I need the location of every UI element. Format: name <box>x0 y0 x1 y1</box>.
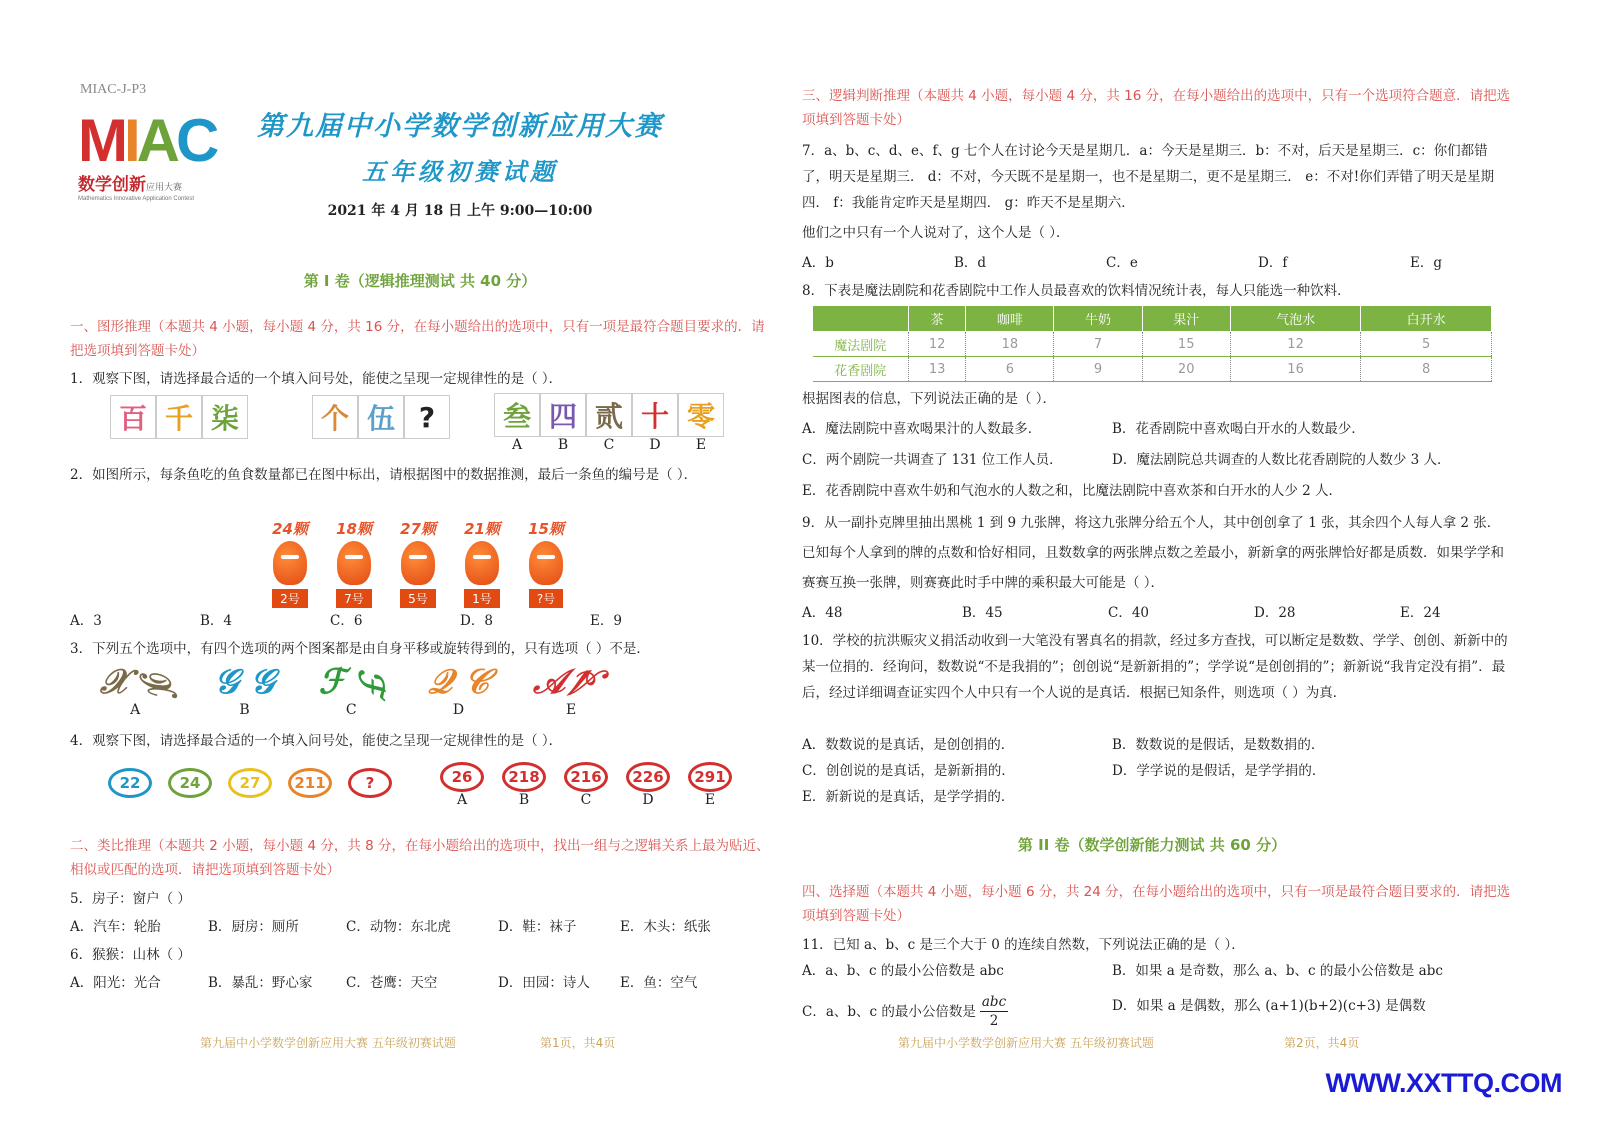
question-6: 6．猴猴：山林（ ） <box>70 947 191 963</box>
footer-right: 第九届中小学数学创新应用大赛 五年级初赛试题 <box>898 1036 1154 1050</box>
q10-option-b: B．数数说的是假话，是数数捐的． <box>1112 737 1325 753</box>
question-5: 5．房子：窗户（ ） <box>70 891 191 907</box>
q8-option-c: C．两个剧院一共调查了 131 位工作人员． <box>802 452 1063 468</box>
q1-tile: 伍 <box>358 395 404 439</box>
q11-option-b: B．如果 a 是奇数，那么 a、b、c 的最小公倍数是 abc <box>1112 963 1443 979</box>
question-7: 7．a、b、c、d、e、f、g 七个人在讨论今天是星期几．a：今天是星期三．b：不对，后天是星期三．c：你们都错了，明天是星期三． d：不对，今天既不是星期一，也不是星期二，更不是星期三． e：不对!你们弄错了明天是星期四． f：我能肯定昨天是星期四． g：昨天不是星期六． <box>802 143 1495 211</box>
question-4: 4．观察下图，请选择最合适的一个填入问号处，能使之呈现一定规律性的是（ ）． <box>70 733 563 749</box>
q9-options: A．48 B．45 C．40 D．28 E．24 <box>802 605 1441 621</box>
q1-tile: 百 <box>110 395 156 439</box>
section-4-title: 四、选择题（本题共 4 小题，每小题 6 分，共 24 分，在每小题给出的选项中，只有一项是最符合题目要求的．请把选项填到答题卡处） <box>802 884 1511 924</box>
question-9: 9．从一副扑克牌里抽出黑桃 1 到 9 九张牌，将这九张牌分给五个人，其中创创拿了 1 张，其余四个人每人拿 2 张．已知每个人拿到的牌的点数和恰好相同，且数数拿的两张牌点数之差最小，新新拿的两张牌恰好都是质数．如果学学和赛赛互换一张牌，则赛赛此时手中牌的乘积最大可能是（ ）． <box>802 515 1504 591</box>
volume-1-heading: 第 I 卷（逻辑推理测试 共 40 分） <box>303 272 537 290</box>
q11-option-a: A．a、b、c 的最小公倍数是 abc <box>802 963 1004 979</box>
fish: 24颗 2号 <box>272 520 308 606</box>
miac-logo <box>78 107 218 214</box>
section-3-title: 三、逻辑判断推理（本题共 4 小题，每小题 4 分，共 16 分，在每小题给出的选项中，只有一个选项符合题意．请把选项填到答题卡处） <box>802 88 1511 128</box>
page-number-right: 第2页，共4页 <box>1284 1036 1360 1050</box>
q2-fish-figure <box>265 518 571 608</box>
fish: 21颗 1号 <box>464 520 500 606</box>
q10-option-c: C．创创说的是真话，是新新捐的． <box>802 763 1015 779</box>
fish: 18颗 7号 <box>336 520 372 606</box>
q1-option: 叁 A <box>494 393 540 453</box>
question-1: 1．观察下图，请选择最合适的一个填入问号处，能使之呈现一定规律性的是（ ）． <box>70 371 563 387</box>
q4-seq-oval: 27 <box>228 768 272 798</box>
q6-options: A．阳光：光合 B．暴乱：野心家 C．苍鹰：天空 D．田园：诗人 E．鱼：空气 <box>70 975 698 991</box>
q3-option: 𝒳 𝒳 A <box>100 659 181 718</box>
q10-option-e: E．新新说的是真话，是学学捐的． <box>802 789 1015 805</box>
q1-sequence-b <box>312 395 450 439</box>
table-row: 花香剧院 13 6 9 20 16 8 <box>813 357 1492 382</box>
exam-subtitle: 五年级初赛试题 <box>362 158 558 186</box>
q2-options: A．3 B．4 C．6 D．8 E．9 <box>70 613 622 629</box>
q4-seq-oval: ? <box>348 768 392 798</box>
page-number-left: 第1页，共4页 <box>540 1036 616 1050</box>
q1-tile: 个 <box>312 395 358 439</box>
q4-options <box>440 762 732 808</box>
question-8-prompt: 根据图表的信息，下列说法正确的是（ ）． <box>802 391 1057 407</box>
volume-2-heading: 第 II 卷（数学创新能力测试 共 60 分） <box>1017 836 1287 854</box>
question-7-prompt: 他们之中只有一个人说对了，这个人是（ ）． <box>802 225 1070 241</box>
fraction: abc 2 <box>981 994 1007 1029</box>
q8-option-e: E．花香剧院中喜欢牛奶和气泡水的人数之和，比魔法剧院中喜欢茶和白开水的人少 2 人． <box>802 483 1343 499</box>
question-11: 11．已知 a、b、c 是三个大于 0 的连续自然数，下列说法正确的是（ ）． <box>802 937 1245 953</box>
q4-seq-oval: 211 <box>288 768 332 798</box>
q11-option-d: D．如果 a 是偶数，那么 (a+1)(b+2)(c+3) 是偶数 <box>1112 998 1426 1014</box>
q8-option-b: B．花香剧院中喜欢喝白开水的人数最少． <box>1112 421 1365 437</box>
table-header: 茶 咖啡 牛奶 果汁 气泡水 白开水 <box>813 306 1492 332</box>
question-2: 2．如图所示，每条鱼吃的鱼食数量都已在图中标出，请根据图中的数据推测，最后一条鱼的编号是（ ）． <box>70 467 698 483</box>
exam-date: 2021 年 4 月 18 日 上午 9:00—10:00 <box>327 203 593 219</box>
q5-options: A．汽车：轮胎 B．厨房：厕所 C．动物：东北虎 D．鞋：袜子 E．木头：纸张 <box>70 919 711 935</box>
q3-option: 𝒢 𝒢 B <box>214 662 275 718</box>
logo-cn-small: 应用大赛 <box>146 183 183 193</box>
question-10: 10．学校的抗洪赈灾义捐活动收到一大笔没有署真名的捐款，经过多方查找，可以断定是数数、学学、创创、新新中的某一位捐的．经询问，数数说“不是我捐的”；创创说“是新新捐的”；学学说“是创创捐的”；新新说“我肯定没有捐”．最后，经过详细调查证实四个人中只有一个人说的是真话．根据已知条件，则选项（ ）为真． <box>802 633 1508 701</box>
q1-options <box>494 393 724 453</box>
exam-title: 第九届中小学数学创新应用大赛 <box>257 111 663 142</box>
drink-stats-table <box>812 305 1492 382</box>
fish: 27颗 5号 <box>400 520 436 606</box>
q4-option: 226 D <box>626 762 670 808</box>
section-2-title: 二、类比推理（本题共 2 小题，每小题 4 分，共 8 分，在每小题给出的选项中，找出一组与之逻辑关系上最为贴近、相似或匹配的选项．请把选项填到答题卡处） <box>70 838 770 878</box>
q10-option-d: D．学学说的是假话，是学学捐的． <box>1112 763 1326 779</box>
q3-option: 𝒬 𝒞 D <box>427 662 489 718</box>
q8-option-a: A．魔法剧院中喜欢喝果汁的人数最多． <box>802 421 1042 437</box>
q10-option-a: A．数数说的是真话，是创创捐的． <box>802 737 1015 753</box>
q1-option: 贰 C <box>586 393 632 453</box>
q1-option: 十 D <box>632 393 678 453</box>
q1-option: 零 E <box>678 393 724 453</box>
q1-tile: 柒 <box>202 395 248 439</box>
q4-option: 218 B <box>502 762 546 808</box>
q4-sequence <box>108 768 392 798</box>
q4-seq-oval: 24 <box>168 768 212 798</box>
q4-seq-oval: 22 <box>108 768 152 798</box>
q3-option: 𝒜 𝒜 E <box>533 662 610 718</box>
logo-cn: 数学创新 <box>78 175 146 195</box>
q11-option-c: C．a、b、c 的最小公倍数是 abc 2 <box>802 994 1007 1029</box>
logo-text: MIAC <box>78 107 216 174</box>
q1-tile: 千 <box>156 395 202 439</box>
q4-option: 26 A <box>440 762 484 808</box>
q4-option: 291 E <box>688 762 732 808</box>
question-3: 3．下列五个选项中，有四个选项的两个图案都是由自身平移或旋转得到的，只有选项（ ）不是． <box>70 641 650 657</box>
q1-sequence-a <box>110 395 248 439</box>
paper-code: MIAC-J-P3 <box>80 82 147 97</box>
fish: 15颗 ?号 <box>528 520 564 606</box>
question-8: 8．下表是魔法剧院和花香剧院中工作人员最喜欢的饮料情况统计表，每人只能选一种饮料． <box>802 283 1351 299</box>
q1-tile: ? <box>404 395 450 439</box>
logo-en: Mathematics Innovative Application Contest <box>78 196 195 202</box>
q7-options: A．b B．d C．e D．f E．g <box>802 255 1442 271</box>
table-row: 魔法剧院 12 18 7 15 12 5 <box>813 332 1492 357</box>
footer-left: 第九届中小学数学创新应用大赛 五年级初赛试题 <box>200 1036 456 1050</box>
q3-option: ℱ ℱ C <box>318 662 391 718</box>
q8-option-d: D．魔法剧院总共调查的人数比花香剧院的人数少 3 人． <box>1112 452 1451 468</box>
q3-figure <box>100 659 610 718</box>
q4-option: 216 C <box>564 762 608 808</box>
q1-option: 四 B <box>540 393 586 453</box>
watermark-url: WWW.XXTTQ.COM <box>1325 1068 1562 1098</box>
section-1-title: 一、图形推理（本题共 4 小题，每小题 4 分，共 16 分，在每小题给出的选项中，只有一项是最符合题目要求的．请把选项填到答题卡处） <box>70 319 765 359</box>
